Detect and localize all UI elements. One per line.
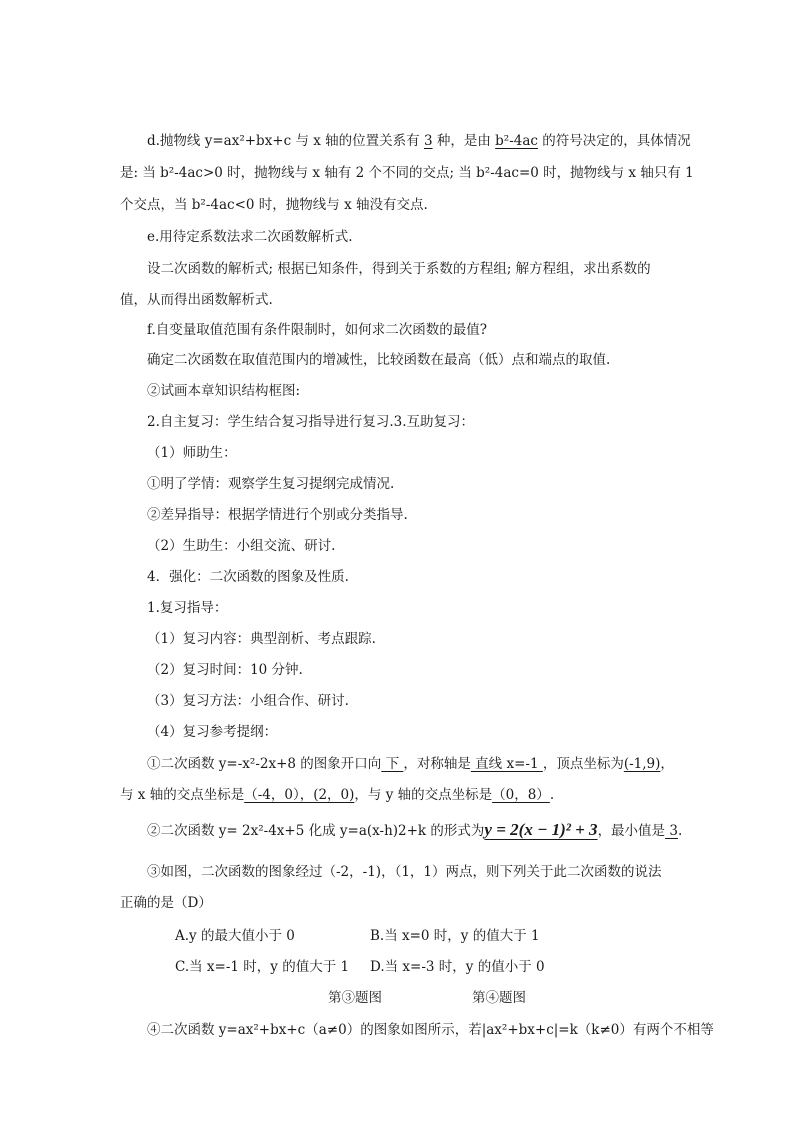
text-line: 确定二次函数在取值范围内的增减性，比较函数在最高（低）点和端点的取值. bbox=[147, 352, 611, 368]
option-c: C.当 x=-1 时，y 的值大于 1 bbox=[175, 959, 350, 975]
text-span: ， bbox=[660, 756, 674, 772]
answer-blank: 下 bbox=[381, 756, 404, 772]
option-d: D.当 x=-3 时，y 的值小于 0 bbox=[370, 959, 545, 975]
question-1-line-1 bbox=[147, 754, 707, 774]
text-span: 的符号决定的，具体情况 bbox=[537, 133, 691, 149]
text-line: （1）复习内容：典型剖析、考点跟踪. bbox=[147, 631, 376, 647]
text-line: 4．强化：二次函数的图象及性质. bbox=[147, 569, 349, 585]
answer-blank: 3 bbox=[423, 133, 433, 149]
text-line: ②差异指导：根据学情进行个别或分类指导. bbox=[147, 507, 408, 523]
answer-blank: （-4，0），(2，0) bbox=[244, 787, 355, 803]
text-span: ①二次函数 y=-x²-2x+8 的图象开口向 bbox=[147, 756, 382, 772]
text-line: e.用待定系数法求二次函数解析式. bbox=[147, 229, 353, 245]
text-line: （4）复习参考提纲： bbox=[147, 724, 278, 740]
question-3-line-1: ③如图，二次函数的图象经过（-2，-1)，（1，1）两点，则下列关于此二次函数的说法 bbox=[147, 864, 662, 880]
text-line: 值，从而得出函数解析式. bbox=[120, 292, 273, 308]
text-span: . bbox=[549, 787, 555, 803]
answer-blank: 3 bbox=[665, 823, 678, 839]
text-line: ②试画本章知识结构框图: bbox=[147, 383, 301, 399]
text-line bbox=[147, 131, 707, 151]
question-2-line bbox=[147, 818, 707, 843]
text-line: （1）师助生： bbox=[147, 445, 237, 461]
answer-blank: 直线 x=-1 bbox=[470, 756, 543, 772]
text-span: ，对称轴是 bbox=[403, 756, 471, 772]
answer-blank: （0，8） bbox=[492, 787, 550, 803]
question-3-line-2: 正确的是（D） bbox=[120, 895, 212, 911]
question-4-line: ④二次函数 y=ax²+bx+c（a≠0）的图象如图所示，若|ax²+bx+c|=k（k≠0）有两个不相等 bbox=[147, 1022, 714, 1038]
text-span: 种，是由 bbox=[432, 133, 496, 149]
text-line: 1.复习指导： bbox=[147, 600, 228, 616]
text-span: 与 x 轴的交点坐标是 bbox=[120, 787, 245, 803]
answer-blank: (-1,9) bbox=[623, 756, 661, 772]
text-line: ①明了学情：观察学生复习提纲完成情况. bbox=[147, 476, 395, 492]
text-line: （2）复习时间：10 分钟. bbox=[147, 662, 303, 678]
option-a: A.y 的最大值小于 0 bbox=[175, 928, 295, 944]
text-span: ，顶点坐标为 bbox=[542, 756, 624, 772]
figure-caption-3: 第③题图 bbox=[328, 990, 382, 1006]
text-span: d.抛物线 y=ax²+bx+c 与 x 轴的位置关系有 bbox=[147, 133, 424, 149]
text-line: 设二次函数的解析式; 根据已知条件，得到关于系数的方程组; 解方程组，求出系数的 bbox=[147, 261, 651, 277]
option-b: B.当 x=0 时，y 的值大于 1 bbox=[370, 928, 540, 944]
text-line: 是: 当 b²-4ac>0 时，抛物线与 x 轴有 2 个不同的交点; 当 b²-4ac=0 时，抛物线与 x 轴只有 1 bbox=[120, 165, 694, 181]
text-line: 2.自主复习：学生结合复习指导进行复习.3.互助复习： bbox=[147, 414, 475, 430]
text-line: f.自变量取值范围有条件限制时，如何求二次函数的最值? bbox=[147, 322, 488, 338]
text-line: 个交点，当 b²-4ac<0 时，抛物线与 x 轴没有交点. bbox=[120, 197, 428, 213]
figure-caption-4: 第④题图 bbox=[472, 990, 526, 1006]
text-span: ，最小值是 bbox=[597, 823, 666, 839]
text-line: （3）复习方法：小组合作、研讨. bbox=[147, 693, 349, 709]
text-span: . bbox=[677, 823, 683, 839]
question-1-line-2 bbox=[120, 785, 680, 805]
answer-blank: b²-4ac bbox=[495, 133, 538, 149]
text-span: ②二次函数 y= 2x²-4x+5 化成 y=a(x-h)2+k 的形式为 bbox=[147, 823, 485, 839]
text-span: ，与 y 轴的交点坐标是 bbox=[354, 787, 493, 803]
formula-answer: y = 2(x − 1)² + 3 bbox=[484, 820, 598, 839]
text-line: （2）生助生：小组交流、研讨. bbox=[147, 538, 336, 554]
